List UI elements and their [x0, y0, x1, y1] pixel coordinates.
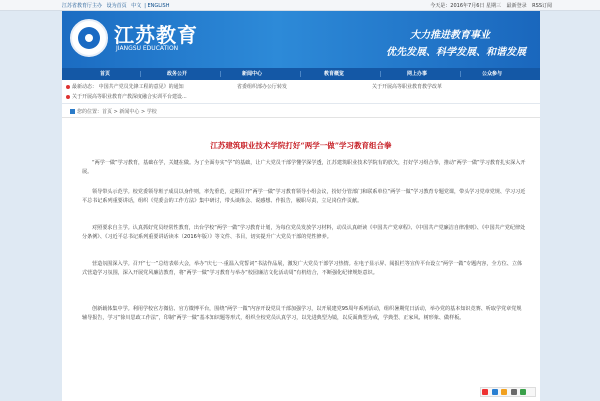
site-owner-label: 江苏省教育厅主办	[62, 3, 103, 9]
nav-item-news[interactable]: 新闻中心	[242, 71, 263, 77]
rss-link[interactable]: RSS订阅	[532, 3, 552, 9]
breadcrumb-text[interactable]: 您的位置：首页 > 新闻中心 > 学校	[77, 109, 157, 115]
nav-item-online-service[interactable]: 网上办事	[407, 71, 428, 77]
date-label: 今天是：2016年7月6日 星期三	[430, 3, 501, 9]
nav-item-public-participation[interactable]: 公众参与	[482, 71, 503, 77]
notice-item[interactable]: 关于开展高等职业教育产教深度融合实训平台建设...	[66, 93, 187, 100]
logo-title[interactable]: 江苏教育	[114, 23, 198, 47]
nav-item-home[interactable]: 首页	[100, 71, 111, 77]
nav-item-edu-overview[interactable]: 教育概览	[324, 71, 345, 77]
divider	[62, 117, 540, 118]
article-title: 江苏建筑职业技术学院打好“两学一做”学习教育组合拳	[210, 141, 392, 150]
article-paragraph: “两学一做”学习教育，基础在学，关键在做。为了全面夯实“学”的基础，让广大党员干部学懂学深学透，江苏建筑职业技术学院有的放矢，打好学习组合拳，推动“两学一做”学习教育扎实深入开展。	[82, 160, 526, 175]
nav-separator	[140, 71, 141, 77]
notice-item[interactable]: 关于开展高等职业教育教学改革	[372, 84, 443, 90]
main-nav	[62, 68, 540, 80]
mic-icon[interactable]	[501, 389, 507, 395]
notice-item[interactable]: 省委组织部办公厅转发	[237, 84, 288, 90]
pinyin-icon[interactable]	[492, 389, 498, 395]
nav-separator	[380, 71, 381, 77]
home-icon	[70, 109, 75, 114]
ime-toolbar[interactable]	[480, 387, 536, 397]
article-panel	[62, 104, 540, 401]
slogan-line1: 大力推进教育事业	[410, 30, 490, 41]
article-paragraph: 创新载体集中学。利用学校官方微信、官方微博平台，围绕“两学一做”内容开设党员干部加强学习，以开展建党95周年系列活动，组织暑期党日活动，举办党的基本知识竞赛、听取学党章党规辅导报告，学习“徐川思政工作法”，印制“两学一做”基本知识题等形式，组织全校党员认真学习，以先进典型为镜，以反面典型为戒，学典型、正家风、树形象、做样板。	[82, 306, 522, 321]
lang-en-link[interactable]: ENGLISH	[147, 3, 170, 9]
article-paragraph: 领导带头示范学。校党委领导班子成员以身作则，率先垂范，定期召开“两学一做”学习教育领导小组会议，扮好分管部门和联系单位“两学一做”学习教育专题党课，带头学习党章党规、学习习近平总书记系列重要讲话，组织《党委会的工作方法》集中研讨，带头谈体会、说感想、作报告，履职尽责，立足岗位作贡献。	[82, 189, 526, 204]
top-utility-bar	[0, 0, 600, 11]
alert-icon	[66, 85, 70, 89]
top-right-info	[426, 2, 552, 9]
nav-separator	[300, 71, 301, 77]
notice-item[interactable]: 最新动态： 中国共产党员先锋工程的意见》的通知	[66, 83, 184, 90]
nav-separator	[220, 71, 221, 77]
set-home-link[interactable]: 设为首页	[106, 3, 127, 9]
article-paragraph: 营造氛围深入学。召开“七一”总结表彰大会，举办“庆七一·重温入党誓词”书法作品展，激发广大党员干部学习热情。在电子显示屏、阅报栏等宣传平台设立“两学一做”专题内容，全方位、立体式营造学习氛围，深入开展党风廉洁教育，将“两学一做”学习教育与举办“校园廉洁文化活动周”有机结合，不断强化纪律规矩意识。	[82, 261, 523, 276]
browser-icon[interactable]	[482, 389, 488, 395]
login-link[interactable]: 最新登录	[506, 3, 527, 9]
logo-emblem-icon[interactable]	[70, 19, 108, 57]
breadcrumb	[70, 108, 157, 115]
keyboard-icon[interactable]	[511, 389, 517, 395]
nav-separator	[460, 71, 461, 77]
nav-item-gov-affairs[interactable]: 政务公开	[167, 71, 188, 77]
site-header	[62, 11, 540, 68]
logo-subtitle: JIANGSU EDUCATION	[116, 45, 179, 52]
top-left-links: 江苏省教育厅主办 设为首页 中文 | ENGLISH	[62, 3, 170, 9]
article-paragraph: 对照要求自主学。认真抓好党员经常性教育，出台学校“两学一做”学习教育计划，为每位党员发放学习材料，动员认真研读《中国共产党章程》、《中国共产党廉洁自律准则》、《中国共产党纪律处分条例》、《习近平总书记系列重要讲话读本（2016年版）》等文件、书目，切实提升广大党员干部的党性修养。	[82, 225, 526, 240]
slogan-line2: 优先发展、科学发展、和谐发展	[386, 47, 526, 58]
settings-icon[interactable]	[520, 389, 526, 395]
lang-cn-link[interactable]: 中文	[131, 3, 142, 9]
alert-icon	[66, 95, 70, 99]
notice-strip	[62, 80, 540, 104]
